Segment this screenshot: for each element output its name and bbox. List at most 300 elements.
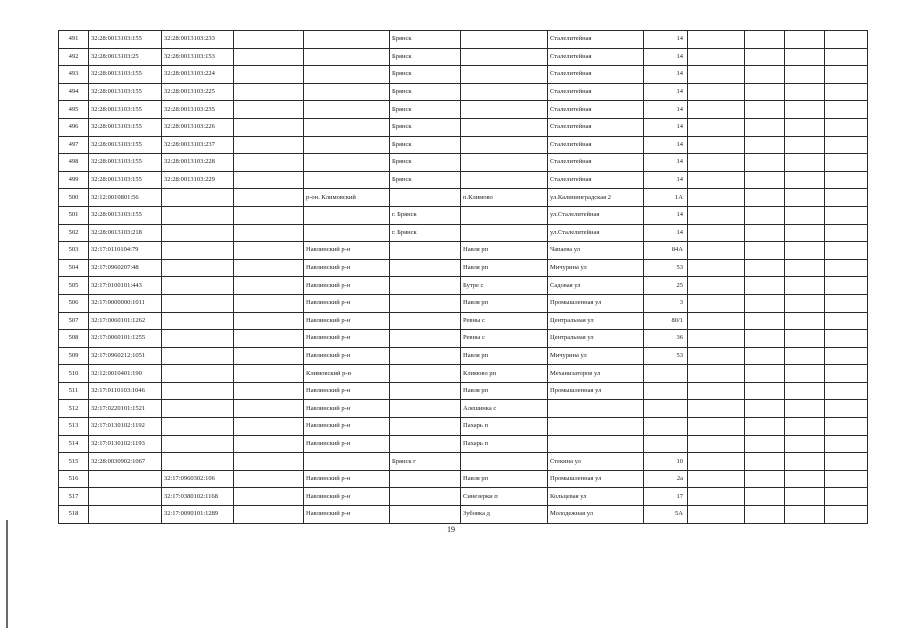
cell-row-number: 505 bbox=[59, 277, 89, 295]
cell-settlement bbox=[461, 171, 548, 189]
scan-margin-mark bbox=[6, 520, 8, 628]
cell-row-number: 499 bbox=[59, 171, 89, 189]
cell-street: Механизаторов ул bbox=[548, 365, 644, 383]
cell-row-number: 496 bbox=[59, 118, 89, 136]
cell-column-12 bbox=[785, 154, 825, 172]
cell-column-4 bbox=[234, 400, 304, 418]
cell-column-10 bbox=[688, 83, 745, 101]
cell-column-10 bbox=[688, 48, 745, 66]
cell-column-4 bbox=[234, 418, 304, 436]
table-row bbox=[59, 206, 868, 224]
table-row bbox=[59, 294, 868, 312]
cell-street: Сталелитейная bbox=[548, 118, 644, 136]
cell-column-11 bbox=[745, 136, 785, 154]
cell-district: Навлинский р-н bbox=[304, 488, 390, 506]
cell-house-number: 25 bbox=[644, 277, 688, 295]
cell-district bbox=[304, 83, 390, 101]
cell-street: Чапаева ул bbox=[548, 242, 644, 260]
cell-settlement: Навля рп bbox=[461, 382, 548, 400]
cell-column-12 bbox=[785, 400, 825, 418]
cell-city bbox=[390, 347, 461, 365]
cell-column-11 bbox=[745, 506, 785, 524]
property-table bbox=[58, 30, 868, 524]
cell-column-11 bbox=[745, 453, 785, 471]
cell-column-4 bbox=[234, 470, 304, 488]
cell-district bbox=[304, 66, 390, 84]
table-row bbox=[59, 488, 868, 506]
cell-settlement: Синезерки п bbox=[461, 488, 548, 506]
cell-row-number: 491 bbox=[59, 31, 89, 49]
cell-city bbox=[390, 294, 461, 312]
cell-column-11 bbox=[745, 189, 785, 207]
cell-district: р-он. Климовский bbox=[304, 189, 390, 207]
cell-city bbox=[390, 506, 461, 524]
cell-city bbox=[390, 242, 461, 260]
cell-parent-cadastral-number bbox=[162, 435, 234, 453]
cell-district: Навлинский р-н bbox=[304, 259, 390, 277]
cell-cadastral-number: 32:28:0013103:155 bbox=[89, 31, 162, 49]
table-row bbox=[59, 453, 868, 471]
table-row bbox=[59, 242, 868, 260]
table-row bbox=[59, 31, 868, 49]
cell-cadastral-number: 32:17:0000000:1011 bbox=[89, 294, 162, 312]
cell-row-number: 513 bbox=[59, 418, 89, 436]
cell-column-11 bbox=[745, 206, 785, 224]
cell-column-13 bbox=[825, 312, 868, 330]
cell-district bbox=[304, 136, 390, 154]
cell-column-13 bbox=[825, 242, 868, 260]
cell-column-12 bbox=[785, 365, 825, 383]
cell-column-11 bbox=[745, 488, 785, 506]
cell-column-10 bbox=[688, 506, 745, 524]
cell-column-11 bbox=[745, 277, 785, 295]
cell-column-12 bbox=[785, 83, 825, 101]
cell-row-number: 516 bbox=[59, 470, 89, 488]
cell-settlement bbox=[461, 83, 548, 101]
cell-column-11 bbox=[745, 242, 785, 260]
table-row bbox=[59, 435, 868, 453]
cell-settlement: Навля рп bbox=[461, 294, 548, 312]
cell-column-13 bbox=[825, 294, 868, 312]
cell-column-4 bbox=[234, 312, 304, 330]
table-row bbox=[59, 101, 868, 119]
table-row bbox=[59, 154, 868, 172]
cell-city: г. Брянск bbox=[390, 206, 461, 224]
cell-column-4 bbox=[234, 206, 304, 224]
cell-district: Навлинский р-н bbox=[304, 242, 390, 260]
cell-row-number: 506 bbox=[59, 294, 89, 312]
cell-column-10 bbox=[688, 189, 745, 207]
cell-column-12 bbox=[785, 242, 825, 260]
table-row bbox=[59, 470, 868, 488]
cell-column-11 bbox=[745, 101, 785, 119]
cell-row-number: 494 bbox=[59, 83, 89, 101]
table-row bbox=[59, 400, 868, 418]
cell-parent-cadastral-number: 32:28:0013103:226 bbox=[162, 118, 234, 136]
cell-district: Навлинский р-н bbox=[304, 418, 390, 436]
cell-city: Брянск bbox=[390, 154, 461, 172]
cell-settlement bbox=[461, 453, 548, 471]
cell-column-4 bbox=[234, 506, 304, 524]
cell-column-10 bbox=[688, 435, 745, 453]
cell-parent-cadastral-number bbox=[162, 365, 234, 383]
cell-column-13 bbox=[825, 488, 868, 506]
cell-parent-cadastral-number bbox=[162, 206, 234, 224]
cell-district bbox=[304, 101, 390, 119]
cell-settlement bbox=[461, 136, 548, 154]
cell-street: Промышленная ул bbox=[548, 470, 644, 488]
cell-row-number: 501 bbox=[59, 206, 89, 224]
cell-column-12 bbox=[785, 347, 825, 365]
cell-parent-cadastral-number: 32:28:0013103:153 bbox=[162, 48, 234, 66]
cell-street bbox=[548, 400, 644, 418]
cell-settlement bbox=[461, 31, 548, 49]
cell-column-11 bbox=[745, 48, 785, 66]
cell-column-4 bbox=[234, 435, 304, 453]
cell-column-12 bbox=[785, 330, 825, 348]
cell-street: Стекина ул bbox=[548, 453, 644, 471]
cell-row-number: 502 bbox=[59, 224, 89, 242]
cell-column-12 bbox=[785, 118, 825, 136]
cell-settlement: Пахарь п bbox=[461, 435, 548, 453]
cell-district: Навлинский р-н bbox=[304, 506, 390, 524]
cell-cadastral-number: 32:28:0013103:155 bbox=[89, 154, 162, 172]
table-row bbox=[59, 277, 868, 295]
cell-street: Мичурина ул bbox=[548, 259, 644, 277]
cell-city bbox=[390, 365, 461, 383]
cell-column-13 bbox=[825, 506, 868, 524]
cell-column-10 bbox=[688, 66, 745, 84]
cell-city bbox=[390, 435, 461, 453]
cell-cadastral-number bbox=[89, 488, 162, 506]
cell-city: Брянск bbox=[390, 31, 461, 49]
table-row bbox=[59, 330, 868, 348]
cell-column-13 bbox=[825, 330, 868, 348]
cell-parent-cadastral-number bbox=[162, 242, 234, 260]
cell-column-13 bbox=[825, 470, 868, 488]
cell-column-10 bbox=[688, 347, 745, 365]
cell-parent-cadastral-number: 32:28:0013103:233 bbox=[162, 31, 234, 49]
cell-house-number: 14 bbox=[644, 101, 688, 119]
table-row bbox=[59, 312, 868, 330]
cell-parent-cadastral-number: 32:28:0013103:225 bbox=[162, 83, 234, 101]
cell-settlement bbox=[461, 206, 548, 224]
cell-district: Навлинский р-н bbox=[304, 435, 390, 453]
cell-street: ул.Калининградская 2 bbox=[548, 189, 644, 207]
cell-row-number: 498 bbox=[59, 154, 89, 172]
cell-parent-cadastral-number: 32:17:0380102:1168 bbox=[162, 488, 234, 506]
cell-column-11 bbox=[745, 31, 785, 49]
cell-parent-cadastral-number: 32:17:0090101:1289 bbox=[162, 506, 234, 524]
cell-column-10 bbox=[688, 330, 745, 348]
table-row bbox=[59, 189, 868, 207]
cell-settlement: Навля рп bbox=[461, 347, 548, 365]
cell-column-10 bbox=[688, 224, 745, 242]
cell-column-4 bbox=[234, 347, 304, 365]
cell-cadastral-number bbox=[89, 470, 162, 488]
cell-column-13 bbox=[825, 83, 868, 101]
cell-cadastral-number: 32:17:0100101:443 bbox=[89, 277, 162, 295]
table-row bbox=[59, 48, 868, 66]
cell-city: Брянск bbox=[390, 83, 461, 101]
cell-column-12 bbox=[785, 259, 825, 277]
cell-house-number: 10 bbox=[644, 453, 688, 471]
cell-city bbox=[390, 312, 461, 330]
cell-city bbox=[390, 189, 461, 207]
cell-house-number: 14 bbox=[644, 118, 688, 136]
cell-street: ул.Сталелитейная bbox=[548, 206, 644, 224]
cell-cadastral-number: 32:17:0960207:48 bbox=[89, 259, 162, 277]
cell-city bbox=[390, 330, 461, 348]
cell-column-12 bbox=[785, 31, 825, 49]
cell-column-11 bbox=[745, 400, 785, 418]
cell-settlement: Навля рп bbox=[461, 242, 548, 260]
cell-house-number: 1А bbox=[644, 189, 688, 207]
cell-city bbox=[390, 470, 461, 488]
cell-street bbox=[548, 418, 644, 436]
table-row bbox=[59, 418, 868, 436]
cell-district bbox=[304, 118, 390, 136]
cell-city bbox=[390, 488, 461, 506]
cell-column-13 bbox=[825, 48, 868, 66]
cell-column-10 bbox=[688, 206, 745, 224]
cell-column-10 bbox=[688, 118, 745, 136]
cell-street bbox=[548, 435, 644, 453]
cell-cadastral-number: 32:17:0060101:1262 bbox=[89, 312, 162, 330]
cell-street: Центральная ул bbox=[548, 330, 644, 348]
cell-column-11 bbox=[745, 330, 785, 348]
cell-row-number: 492 bbox=[59, 48, 89, 66]
cell-parent-cadastral-number bbox=[162, 400, 234, 418]
cell-column-10 bbox=[688, 294, 745, 312]
cell-cadastral-number bbox=[89, 506, 162, 524]
cell-settlement bbox=[461, 154, 548, 172]
cell-cadastral-number: 32:28:0013103:155 bbox=[89, 118, 162, 136]
cell-street: ул.Сталелитейная bbox=[548, 224, 644, 242]
cell-house-number: 3 bbox=[644, 294, 688, 312]
cell-column-10 bbox=[688, 171, 745, 189]
cell-district: Навлинский р-н bbox=[304, 294, 390, 312]
table-row bbox=[59, 171, 868, 189]
cell-parent-cadastral-number bbox=[162, 277, 234, 295]
cell-row-number: 509 bbox=[59, 347, 89, 365]
cell-parent-cadastral-number: 32:17:0960302:106 bbox=[162, 470, 234, 488]
cell-house-number: 5А bbox=[644, 506, 688, 524]
cell-column-12 bbox=[785, 136, 825, 154]
cell-row-number: 514 bbox=[59, 435, 89, 453]
cell-cadastral-number: 32:28:0013103:155 bbox=[89, 171, 162, 189]
cell-column-12 bbox=[785, 488, 825, 506]
cell-cadastral-number: 32:17:0960212:1051 bbox=[89, 347, 162, 365]
cell-column-4 bbox=[234, 136, 304, 154]
cell-row-number: 507 bbox=[59, 312, 89, 330]
cell-column-11 bbox=[745, 154, 785, 172]
cell-parent-cadastral-number bbox=[162, 189, 234, 207]
cell-settlement: Алешинка с bbox=[461, 400, 548, 418]
cell-settlement: Зубовка д bbox=[461, 506, 548, 524]
cell-row-number: 515 bbox=[59, 453, 89, 471]
cell-column-13 bbox=[825, 400, 868, 418]
cell-column-13 bbox=[825, 365, 868, 383]
cell-street: Сталелитейная bbox=[548, 31, 644, 49]
cell-house-number: 14 bbox=[644, 48, 688, 66]
cell-parent-cadastral-number: 32:28:0013103:228 bbox=[162, 154, 234, 172]
cell-column-12 bbox=[785, 277, 825, 295]
cell-house-number: 14 bbox=[644, 171, 688, 189]
cell-column-4 bbox=[234, 224, 304, 242]
cell-district bbox=[304, 453, 390, 471]
cell-street: Центральная ул bbox=[548, 312, 644, 330]
cell-column-10 bbox=[688, 259, 745, 277]
cell-house-number: 14 bbox=[644, 154, 688, 172]
cell-row-number: 493 bbox=[59, 66, 89, 84]
table-row bbox=[59, 83, 868, 101]
cell-district: Навлинский р-н bbox=[304, 470, 390, 488]
cell-house-number: 53 bbox=[644, 259, 688, 277]
cell-district bbox=[304, 48, 390, 66]
cell-house-number: 14 bbox=[644, 66, 688, 84]
cell-cadastral-number: 32:28:0013103:155 bbox=[89, 83, 162, 101]
cell-cadastral-number: 32:28:0013103:218 bbox=[89, 224, 162, 242]
cell-cadastral-number: 32:17:0110104:79 bbox=[89, 242, 162, 260]
cell-column-11 bbox=[745, 118, 785, 136]
cell-column-4 bbox=[234, 259, 304, 277]
cell-settlement: Навля рп bbox=[461, 470, 548, 488]
cell-street: Сталелитейная bbox=[548, 48, 644, 66]
cell-column-10 bbox=[688, 470, 745, 488]
cell-cadastral-number: 32:28:0013103:155 bbox=[89, 206, 162, 224]
cell-cadastral-number: 32:17:0130102:1192 bbox=[89, 418, 162, 436]
cell-house-number bbox=[644, 435, 688, 453]
cell-column-10 bbox=[688, 488, 745, 506]
cell-cadastral-number: 32:12:0010401:190 bbox=[89, 365, 162, 383]
table-row bbox=[59, 136, 868, 154]
cell-parent-cadastral-number: 32:28:0013103:237 bbox=[162, 136, 234, 154]
cell-column-10 bbox=[688, 154, 745, 172]
cell-column-13 bbox=[825, 101, 868, 119]
cell-street: Кольцевая ул bbox=[548, 488, 644, 506]
cell-street: Сталелитейная bbox=[548, 66, 644, 84]
cell-column-12 bbox=[785, 312, 825, 330]
cell-district: Климовский р-н bbox=[304, 365, 390, 383]
cell-parent-cadastral-number bbox=[162, 294, 234, 312]
cell-house-number: 2а bbox=[644, 470, 688, 488]
cell-column-12 bbox=[785, 224, 825, 242]
cell-column-10 bbox=[688, 418, 745, 436]
cell-row-number: 517 bbox=[59, 488, 89, 506]
cell-city: Брянск bbox=[390, 136, 461, 154]
cell-street: Молодежная ул bbox=[548, 506, 644, 524]
cell-column-13 bbox=[825, 206, 868, 224]
cell-cadastral-number: 32:28:0030902:1067 bbox=[89, 453, 162, 471]
cell-column-11 bbox=[745, 83, 785, 101]
cell-column-4 bbox=[234, 154, 304, 172]
cell-house-number: 53 bbox=[644, 347, 688, 365]
cell-settlement bbox=[461, 66, 548, 84]
cell-cadastral-number: 32:28:0013103:155 bbox=[89, 136, 162, 154]
cell-cadastral-number: 32:28:0013103:155 bbox=[89, 66, 162, 84]
cell-column-13 bbox=[825, 189, 868, 207]
cell-column-10 bbox=[688, 312, 745, 330]
cell-parent-cadastral-number: 32:28:0013103:224 bbox=[162, 66, 234, 84]
cell-settlement bbox=[461, 48, 548, 66]
cell-column-11 bbox=[745, 171, 785, 189]
cell-column-10 bbox=[688, 31, 745, 49]
cell-column-13 bbox=[825, 347, 868, 365]
cell-district bbox=[304, 31, 390, 49]
cell-street: Промышленная ул bbox=[548, 294, 644, 312]
cell-parent-cadastral-number bbox=[162, 259, 234, 277]
cell-street: Сталелитейная bbox=[548, 101, 644, 119]
table-row bbox=[59, 118, 868, 136]
cell-column-4 bbox=[234, 31, 304, 49]
table-row bbox=[59, 66, 868, 84]
cell-column-11 bbox=[745, 470, 785, 488]
cell-city: Брянск bbox=[390, 171, 461, 189]
cell-city: Брянск bbox=[390, 118, 461, 136]
cell-parent-cadastral-number bbox=[162, 453, 234, 471]
cell-row-number: 511 bbox=[59, 382, 89, 400]
cell-column-13 bbox=[825, 31, 868, 49]
cell-parent-cadastral-number bbox=[162, 418, 234, 436]
cell-column-4 bbox=[234, 330, 304, 348]
cell-cadastral-number: 32:17:0060101:1255 bbox=[89, 330, 162, 348]
cell-column-4 bbox=[234, 118, 304, 136]
cell-column-4 bbox=[234, 171, 304, 189]
cell-street: Промышленная ул bbox=[548, 382, 644, 400]
cell-street: Мичурина ул bbox=[548, 347, 644, 365]
cell-row-number: 512 bbox=[59, 400, 89, 418]
cell-column-11 bbox=[745, 347, 785, 365]
cell-district: Навлинский р-н bbox=[304, 347, 390, 365]
cell-column-12 bbox=[785, 206, 825, 224]
cell-column-12 bbox=[785, 418, 825, 436]
cell-house-number bbox=[644, 365, 688, 383]
cell-street: Сталелитейная bbox=[548, 136, 644, 154]
cell-settlement bbox=[461, 224, 548, 242]
cell-column-4 bbox=[234, 453, 304, 471]
cell-cadastral-number: 32:28:0013103:25 bbox=[89, 48, 162, 66]
cell-column-4 bbox=[234, 189, 304, 207]
cell-settlement: Бутре с bbox=[461, 277, 548, 295]
cell-column-11 bbox=[745, 66, 785, 84]
cell-column-4 bbox=[234, 294, 304, 312]
cell-column-4 bbox=[234, 277, 304, 295]
cell-column-10 bbox=[688, 101, 745, 119]
cell-row-number: 504 bbox=[59, 259, 89, 277]
cell-district: Навлинский р-н bbox=[304, 330, 390, 348]
cell-column-12 bbox=[785, 453, 825, 471]
cell-column-10 bbox=[688, 365, 745, 383]
cell-column-10 bbox=[688, 382, 745, 400]
cell-column-12 bbox=[785, 470, 825, 488]
cell-settlement bbox=[461, 101, 548, 119]
cell-cadastral-number: 32:12:0010801:56 bbox=[89, 189, 162, 207]
cell-column-12 bbox=[785, 171, 825, 189]
cell-parent-cadastral-number: 32:28:0013103:235 bbox=[162, 101, 234, 119]
cell-settlement: Навля рп bbox=[461, 259, 548, 277]
cell-column-13 bbox=[825, 259, 868, 277]
cell-column-4 bbox=[234, 488, 304, 506]
cell-settlement: Пахарь п bbox=[461, 418, 548, 436]
cell-cadastral-number: 32:17:0110103:1046 bbox=[89, 382, 162, 400]
cell-row-number: 497 bbox=[59, 136, 89, 154]
cell-column-13 bbox=[825, 118, 868, 136]
table-row bbox=[59, 506, 868, 524]
cell-column-10 bbox=[688, 136, 745, 154]
cell-column-4 bbox=[234, 365, 304, 383]
cell-house-number: 36 bbox=[644, 330, 688, 348]
